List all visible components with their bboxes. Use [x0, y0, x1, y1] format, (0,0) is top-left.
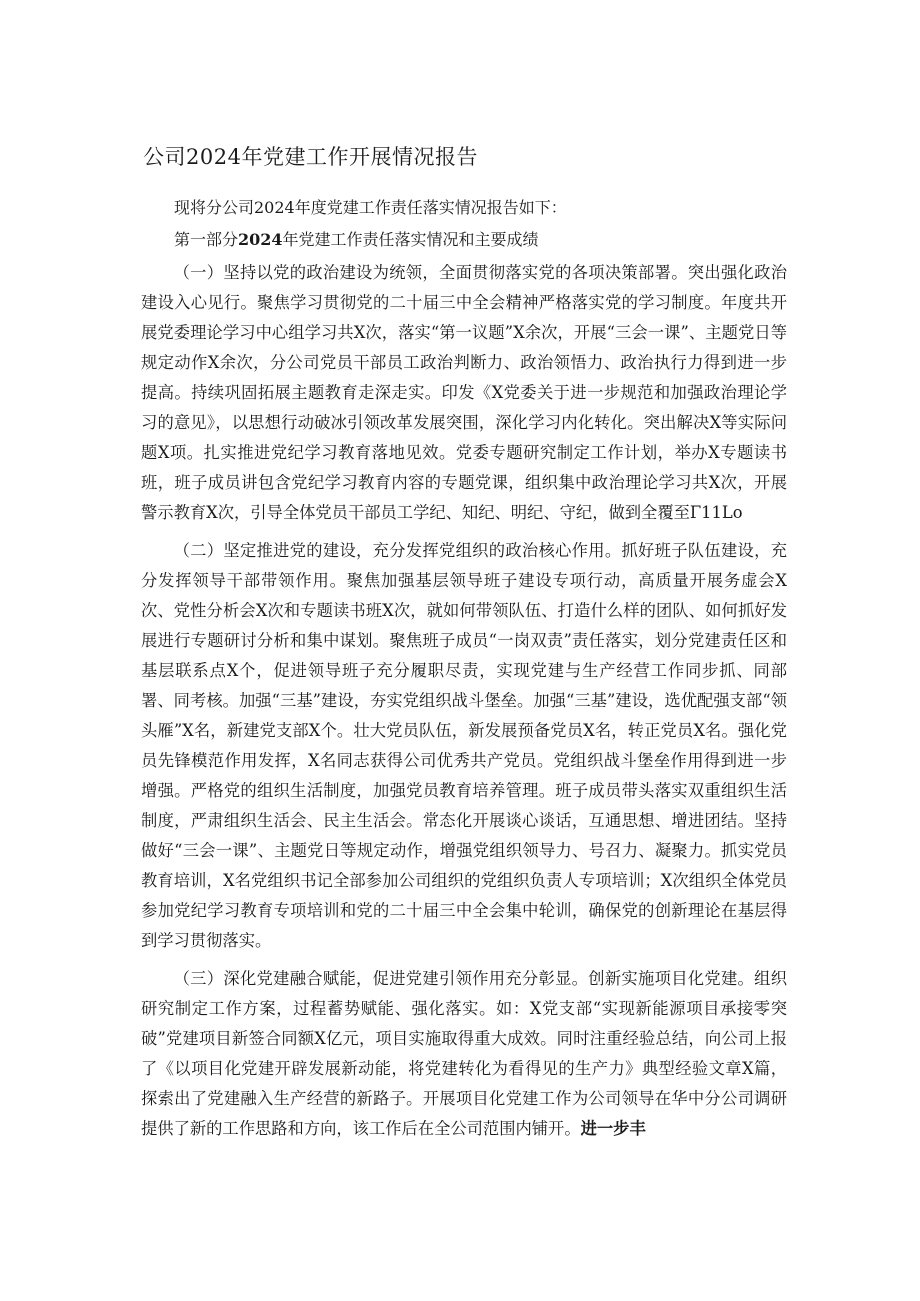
paragraph-3-text: （三）深化党建融合赋能，促进党建引领作用充分彰显。创新实施项目化党建。组织研究制定工作方案，过程蓄势赋能、强化落实。如：X党支部“实现新能源项目承接零突破”党建项目新签合同额X亿元，项目实施取得重大成效。同时注重经验总结，向公司上报了《以项目化党建开辟发展新动能，将党建转化为看得见的生产力》典型经验文章X篇，探索出了党建融入生产经营的新路子。开展项目化党建工作为公司领导在华中分公司调研提供了新的工作思路和方向，该工作后在全公司范围内铺开。 [141, 969, 787, 1138]
paragraph-3 [141, 964, 787, 1144]
part-heading-prefix: 第一部分 [174, 230, 239, 249]
paragraph-1-text: （一）坚持以党的政治建设为统领，全面贯彻落实党的各项决策部署。突出强化政治建设入心见行。聚焦学习贯彻党的二十届三中全会精神严格落实党的学习制度。年度共开展党委理论学习中心组学习共X次，落实“第一议题”X余次，开展“三会一课”、主题党日等规定动作X余次，分公司党员干部员工政治判断力、政治领悟力、政治执行力得到进一步提高。持续巩固拓展主题教育走深走实。印发《X党委关于进一步规范和加强政治理论学习的意见》，以思想行动破冰引领改革发展突围，深化学习内化转化。突出解决X等实际问题X项。扎实推进党纪学习教育落地见效。党委专题研究制定工作计划，举办X专题读书班，班子成员讲包含党纪学习教育内容的专题党课，组织集中政治理论学习共X次，开展警示教育X次，引导全体党员干部员工学纪、知纪、明纪、守纪，做到全覆至Γ11Lo [141, 263, 787, 522]
document-title: 公司2024年党建工作开展情况报告 [143, 145, 478, 169]
part-heading-suffix: 年党建工作责任落实情况和主要成绩 [282, 230, 539, 249]
intro-line: 现将分公司2024年度党建工作责任落实情况报告如下： [174, 198, 567, 217]
part-heading-year: 2024 [238, 230, 283, 249]
paragraph-3-bold-tail: 进一步丰 [580, 1119, 646, 1138]
part-heading [174, 229, 539, 251]
paragraph-2-text: （二）坚定推进党的建设，充分发挥党组织的政治核心作用。抓好班子队伍建设，充分发挥领导干部带领作用。聚焦加强基层领导班子建设专项行动，高质量开展务虚会X次、党性分析会X次和专题读书班X次，就如何带领队伍、打造什么样的团队、如何抓好发展进行专题研讨分析和集中谋划。聚焦班子成员“一岗双责”责任落实，划分党建责任区和基层联系点X个，促进领导班子充分履职尽责，实现党建与生产经营工作同步抓、同部署、同考核。加强“三基”建设，夯实党组织战斗堡垒。加强“三基”建设，选优配强支部“领头雁”X名，新建党支部X个。壮大党员队伍，新发展预备党员X名，转正党员X名。强化党员先锋模范作用发挥，X名同志获得公司优秀共产党员。党组织战斗堡垒作用得到进一步增强。严格党的组织生活制度，加强党员教育培养管理。班子成员带头落实双重组织生活制度，严肃组织生活会、民主生活会。常态化开展谈心谈话，互通思想、增进团结。坚持做好“三会一课”、主题党日等规定动作，增强党组织领导力、号召力、凝聚力。抓实党员教育培训，X名党组织书记全部参加公司组织的党组织负责人专项培训；X次组织全体党员参加党纪学习教育专项培训和党的二十届三中全会集中轮训，确保党的创新理论在基层得到学习贯彻落实。 [141, 541, 787, 950]
paragraph-1 [141, 258, 787, 528]
paragraph-2 [141, 536, 787, 956]
document-body [141, 258, 787, 1152]
